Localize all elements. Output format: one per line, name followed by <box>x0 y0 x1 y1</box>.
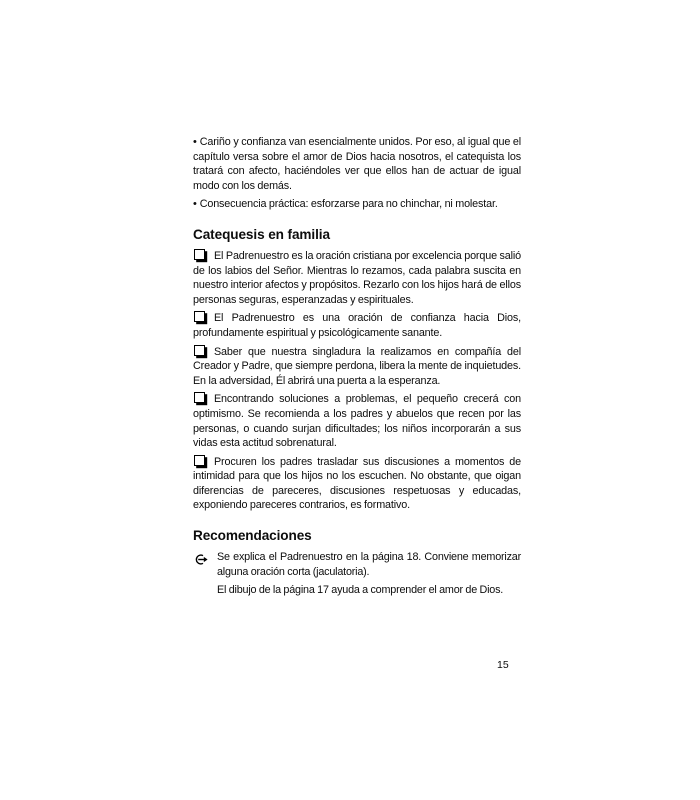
section-heading-recomendaciones: Recomendaciones <box>193 528 312 544</box>
bullet-dot-icon: • <box>193 136 197 148</box>
intro-bullet-text: Consecuencia práctica: esforzarse para no chinchar, ni molestar. <box>199 198 498 211</box>
shadowed-square-icon <box>194 392 205 403</box>
recommendation-item <box>193 550 521 579</box>
recommendation-text: Se explica el Padrenuestro en la página 18. Conviene memorizar alguna oración corta (jaculatoria). <box>217 551 521 578</box>
intro-bullet-item <box>193 197 521 212</box>
page-number: 15 <box>497 659 509 671</box>
catequesis-paragraph <box>193 345 521 389</box>
recommendation-item <box>217 583 521 598</box>
shadowed-square-icon <box>194 345 205 356</box>
paragraph-text: Procuren los padres trasladar sus discusiones a momentos de intimidad para que los hijos no los escuchen. No obstante, que oigan diferencias de pareceres, discusiones respetuosas y educadas, exponiendo pareceres contrarios, es formativo. <box>193 455 521 512</box>
shadowed-square-icon <box>194 311 205 322</box>
catequesis-paragraph <box>193 392 521 450</box>
paragraph-text: El Padrenuestro es una oración de confianza hacia Dios, profundamente espiritual y psicológicamente sanante. <box>193 312 521 339</box>
bullet-dot-icon: • <box>193 198 197 211</box>
shadowed-square-icon <box>194 249 205 260</box>
paragraph-text: El Padrenuestro es la oración cristiana por excelencia porque salió de los labios del Señor. Mientras lo rezamos, cada palabra suscita en nuestro interior afectos y propósitos. Rezarlo con los hijos hará de ellos personas seguras, esperanzadas y espirituales. <box>193 249 521 306</box>
paragraph-text: Saber que nuestra singladura la realizamos en compañía del Creador y Padre, que siempre perdona, libera la mente de inquietudes. En la adversidad, Él abrirá una puerta a la esperanza. <box>193 345 521 387</box>
shadowed-square-icon <box>194 455 205 466</box>
recommendation-text: El dibujo de la página 17 ayuda a comprender el amor de Dios. <box>217 584 504 597</box>
section-heading-catequesis: Catequesis en familia <box>193 226 330 242</box>
intro-bullet-text: Cariño y confianza van esencialmente unidos. Por eso, al igual que el capítulo versa sobre el amor de Dios hacia nosotros, el catequista los tratará con afecto, haciéndoles ver que ellos han de actuar de igual modo con los demás. <box>193 136 521 192</box>
catequesis-paragraph <box>193 249 521 307</box>
catequesis-paragraph <box>193 311 521 340</box>
content-column <box>193 135 521 602</box>
catequesis-paragraph <box>193 455 521 513</box>
paragraph-text: Encontrando soluciones a problemas, el pequeño crecerá con optimismo. Se recomienda a los padres y abuelos que recen por las personas, o cuando surjan dificultades; los niños incorporarán a sus vidas esta actitud sobrenatural. <box>193 393 521 450</box>
intro-bullet-item <box>193 135 521 193</box>
reference-arrow-icon <box>193 550 217 570</box>
